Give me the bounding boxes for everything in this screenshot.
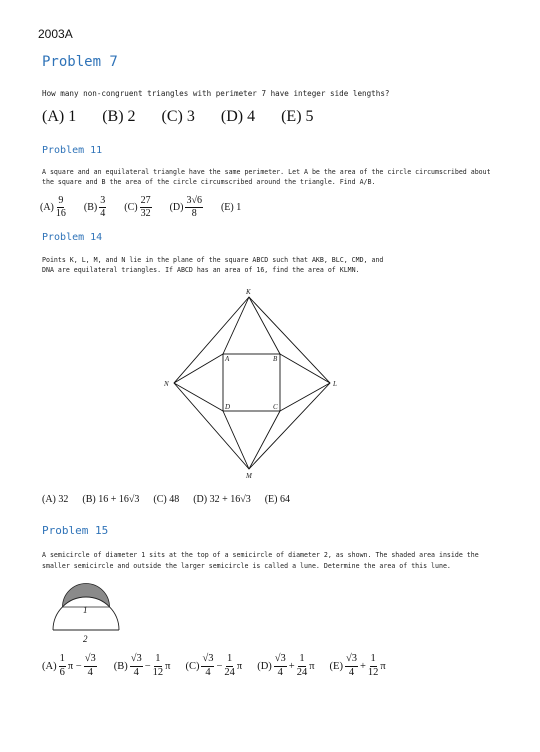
fraction	[224, 654, 235, 678]
fraction	[59, 654, 66, 678]
kite-klmn	[174, 297, 330, 469]
choice-b[interactable]: (B) 2	[102, 108, 136, 125]
denominator: 32	[140, 208, 151, 219]
choice-c[interactable]	[124, 196, 153, 219]
choice-a-label: (A)	[40, 202, 54, 213]
label-diameter-2: 2	[83, 634, 88, 644]
problem-11-line2: the square and B the area of the circle circumscribed around the triangle. Find A/B.	[42, 178, 376, 186]
pi-symbol: π	[165, 660, 171, 672]
choice-c[interactable]: (C) 48	[153, 494, 180, 505]
operator: −	[144, 660, 151, 672]
label-b: B	[273, 355, 278, 363]
problem-11-choices	[40, 196, 257, 219]
operator: π −	[67, 660, 82, 672]
denominator: 6	[59, 666, 65, 678]
edge-cm	[249, 411, 280, 469]
choice-a[interactable]: (A) 1	[42, 108, 77, 125]
numerator: √3	[345, 654, 358, 667]
problem-15-choices	[42, 654, 386, 678]
square-abcd	[223, 354, 280, 411]
choice-c-label: (C)	[124, 202, 138, 213]
fraction	[99, 196, 106, 219]
numerator: 1	[370, 654, 377, 667]
choice-b-label: (B)	[83, 202, 98, 213]
choice-a[interactable]	[42, 654, 99, 678]
numerator: 1	[154, 654, 161, 667]
label-a: A	[225, 355, 230, 363]
pi-symbol: π	[309, 660, 315, 672]
choice-b[interactable]: (B) 16 + 16√3	[82, 494, 140, 505]
page-header: 2003A	[38, 27, 73, 41]
problem-15-line1: A semicircle of diameter 1 sits at the top of a semicircle of diameter 2, as shown. The shaded area inside the	[42, 551, 479, 559]
problem-7-title: Problem 7	[42, 54, 118, 70]
fraction	[274, 654, 287, 678]
problem-7-choices	[42, 108, 330, 126]
numerator: 1	[298, 654, 305, 667]
choice-a-label: (A)	[42, 660, 57, 672]
choice-d[interactable]	[257, 654, 314, 678]
denominator: 12	[152, 666, 164, 678]
pi-symbol: π	[380, 660, 386, 672]
choice-a[interactable]: (A) 32	[42, 494, 69, 505]
denominator: 4	[87, 666, 93, 678]
edge-cl	[280, 383, 330, 411]
choice-e[interactable]	[330, 654, 386, 678]
choice-b-label: (B)	[113, 660, 128, 672]
problem-11-title: Problem 11	[42, 145, 103, 156]
problem-7-question: How many non-congruent triangles with perimeter 7 have integer side lengths?	[42, 89, 390, 98]
choice-b[interactable]	[84, 196, 108, 219]
numerator: 3√6	[186, 195, 202, 206]
numerator: 3	[100, 195, 106, 206]
denominator: 16	[55, 208, 66, 219]
shaded-lune	[63, 584, 110, 608]
label-n: N	[164, 380, 169, 388]
denominator: 4	[100, 208, 106, 219]
label-k: K	[246, 288, 251, 296]
denominator: 24	[224, 666, 235, 678]
choice-e[interactable]: (E) 64	[264, 494, 290, 505]
choice-d[interactable]: (D) 4	[220, 108, 256, 125]
problem-14-line1: Points K, L, M, and N lie in the plane of the square ABCD such that AKB, BLC, CMD, and	[42, 256, 384, 264]
fraction	[297, 654, 308, 678]
numerator: 9	[58, 195, 64, 206]
choice-c-label: (C)	[185, 660, 200, 672]
square-triangles-figure	[150, 285, 350, 485]
problem-11-line1: A square and an equilateral triangle have the same perimeter. Let A be the area of the circle circumscribed about	[42, 168, 491, 176]
edge-dm	[223, 411, 249, 469]
operator: −	[216, 660, 223, 672]
denominator: 8	[191, 208, 197, 219]
denominator: 4	[133, 666, 139, 678]
fraction	[84, 654, 97, 678]
denominator: 4	[205, 666, 211, 678]
problem-14-title: Problem 14	[42, 232, 103, 243]
numerator: √3	[130, 654, 143, 667]
fraction	[56, 196, 66, 219]
label-c: C	[273, 403, 278, 411]
edge-bl	[280, 354, 330, 383]
problem-14-choices	[42, 494, 306, 505]
fraction	[185, 196, 203, 219]
choice-d-label: (D)	[169, 202, 184, 213]
denominator: 24	[296, 666, 308, 678]
numerator: √3	[84, 654, 97, 667]
numerator: 1	[59, 654, 66, 667]
choice-a[interactable]	[40, 196, 68, 219]
numerator: 27	[140, 195, 151, 206]
problem-15-line2: smaller semicircle and outside the larger semicircle is called a lune. Determine the area of this lune.	[42, 562, 451, 570]
fraction	[130, 654, 143, 678]
pi-symbol: π	[236, 660, 243, 672]
choice-c[interactable]	[185, 654, 242, 678]
choice-e-label: (E)	[329, 660, 343, 672]
denominator: 4	[277, 666, 283, 678]
operator: +	[359, 660, 366, 672]
edge-an	[174, 354, 223, 383]
operator: +	[288, 660, 295, 672]
problem-14-line2: DNA are equilateral triangles. If ABCD has an area of 16, find the area of KLMN.	[42, 266, 360, 274]
lune-figure	[40, 578, 140, 650]
label-diameter-1: 1	[83, 605, 88, 615]
choice-d[interactable]: (D) 32 + 16√3	[193, 494, 251, 505]
choice-e[interactable]: (E) 1	[220, 202, 242, 213]
fraction	[345, 654, 358, 678]
denominator: 12	[367, 666, 379, 678]
edge-ak	[223, 297, 249, 354]
fraction	[153, 654, 164, 678]
choice-c[interactable]: (C) 3	[161, 108, 195, 125]
problem-15-title: Problem 15	[42, 524, 109, 537]
label-m: M	[246, 472, 252, 480]
numerator: √3	[201, 654, 214, 667]
numerator: 1	[226, 654, 233, 667]
fraction	[140, 196, 152, 219]
denominator: 4	[348, 666, 355, 678]
fraction	[368, 654, 379, 678]
label-d: D	[225, 403, 231, 411]
fraction	[201, 654, 214, 678]
choice-d-label: (D)	[257, 660, 272, 672]
label-l: L	[333, 380, 337, 388]
choice-b[interactable]	[114, 654, 171, 678]
choice-d[interactable]	[170, 196, 205, 219]
choice-e[interactable]: (E) 5	[281, 108, 314, 125]
edge-dn	[174, 383, 223, 411]
numerator: √3	[274, 654, 287, 667]
